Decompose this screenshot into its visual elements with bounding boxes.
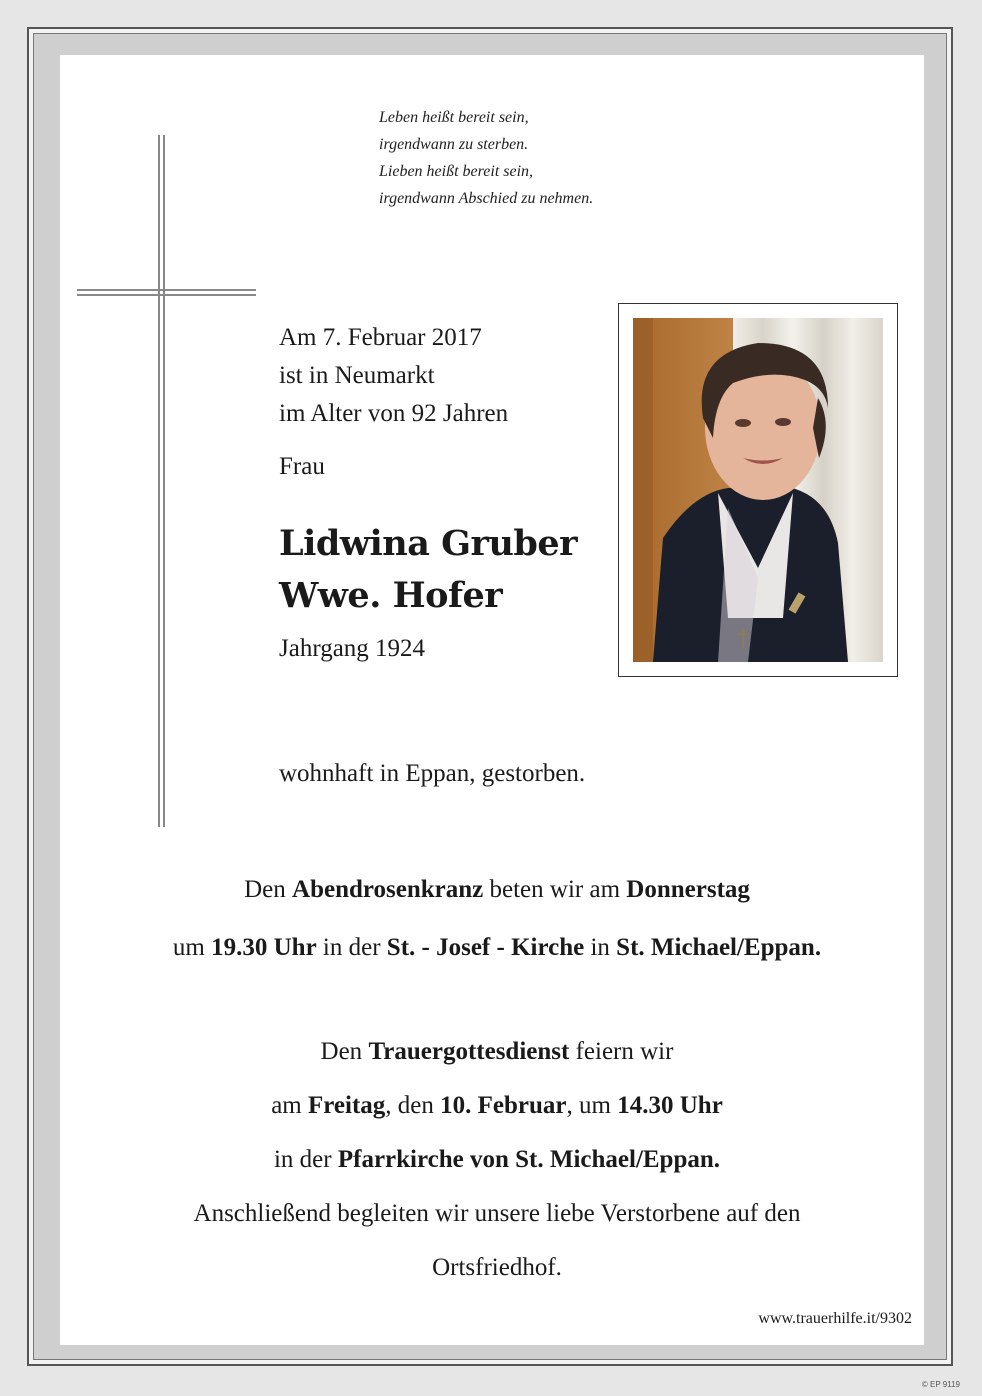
funeral-line-1: [60, 1025, 934, 1079]
text: feiern wir: [569, 1038, 674, 1065]
print-code: © EP 9119: [921, 1380, 960, 1389]
funeral-day: Freitag: [308, 1092, 386, 1119]
name-line-2: Wwe. Hofer: [279, 575, 503, 616]
deceased-name: [279, 518, 577, 622]
website-link[interactable]: www.trauerhilfe.it/9302: [758, 1310, 912, 1327]
funeral-line-4: Anschließend begleiten wir unsere liebe Verstorbene auf den: [193, 1200, 801, 1227]
portrait-photo: [633, 318, 883, 662]
death-intro: [279, 319, 508, 433]
quote-line: irgendwann Abschied zu nehmen.: [379, 190, 594, 207]
rosary-location: St. Michael/Eppan.: [616, 934, 822, 961]
text: in der: [273, 1146, 338, 1173]
cross-icon: [158, 135, 165, 827]
text: , um: [566, 1092, 618, 1119]
birth-year: Jahrgang 1924: [279, 635, 426, 662]
death-age: im Alter von 92 Jahren: [279, 400, 509, 427]
text: in der: [316, 934, 387, 961]
residence: wohnhaft in Eppan, gestorben.: [279, 760, 586, 787]
name-line-1: Lidwina Gruber: [279, 523, 578, 564]
salutation: Frau: [279, 453, 325, 480]
quote: [379, 104, 593, 212]
rosary-line-2: [60, 926, 934, 970]
funeral-line-3: [60, 1133, 934, 1187]
text: in: [584, 934, 617, 961]
text: , den: [385, 1092, 441, 1119]
text: beten wir am: [483, 876, 627, 903]
death-place: ist in Neumarkt: [279, 362, 435, 389]
funeral-label: Trauergottesdienst: [368, 1038, 570, 1065]
funeral-time: 14.30 Uhr: [617, 1092, 723, 1119]
funeral-line-2: [60, 1079, 934, 1133]
text: Den: [244, 876, 293, 903]
text: um: [172, 934, 212, 961]
quote-line: Lieben heißt bereit sein,: [379, 163, 534, 180]
rosary-day: Donnerstag: [626, 876, 750, 903]
portrait-frame: [618, 303, 898, 677]
funeral-date: 10. Februar: [440, 1092, 567, 1119]
text: am: [271, 1092, 308, 1119]
rosary-time: 19.30 Uhr: [211, 934, 317, 961]
rosary-notice: [60, 868, 934, 970]
funeral-church: Pfarrkirche von St. Michael/Eppan.: [337, 1146, 721, 1173]
quote-line: Leben heißt bereit sein,: [379, 109, 529, 126]
cross-bar: [77, 289, 256, 296]
death-date: Am 7. Februar 2017: [279, 324, 482, 351]
funeral-line-5: Ortsfriedhof.: [432, 1254, 562, 1281]
rosary-label: Abendrosenkranz: [292, 876, 484, 903]
text: Den: [320, 1038, 369, 1065]
rosary-church: St. - Josef - Kirche: [386, 934, 585, 961]
quote-line: irgendwann zu sterben.: [379, 136, 529, 153]
funeral-notice: [60, 1025, 934, 1295]
rosary-line-1: [60, 868, 934, 912]
